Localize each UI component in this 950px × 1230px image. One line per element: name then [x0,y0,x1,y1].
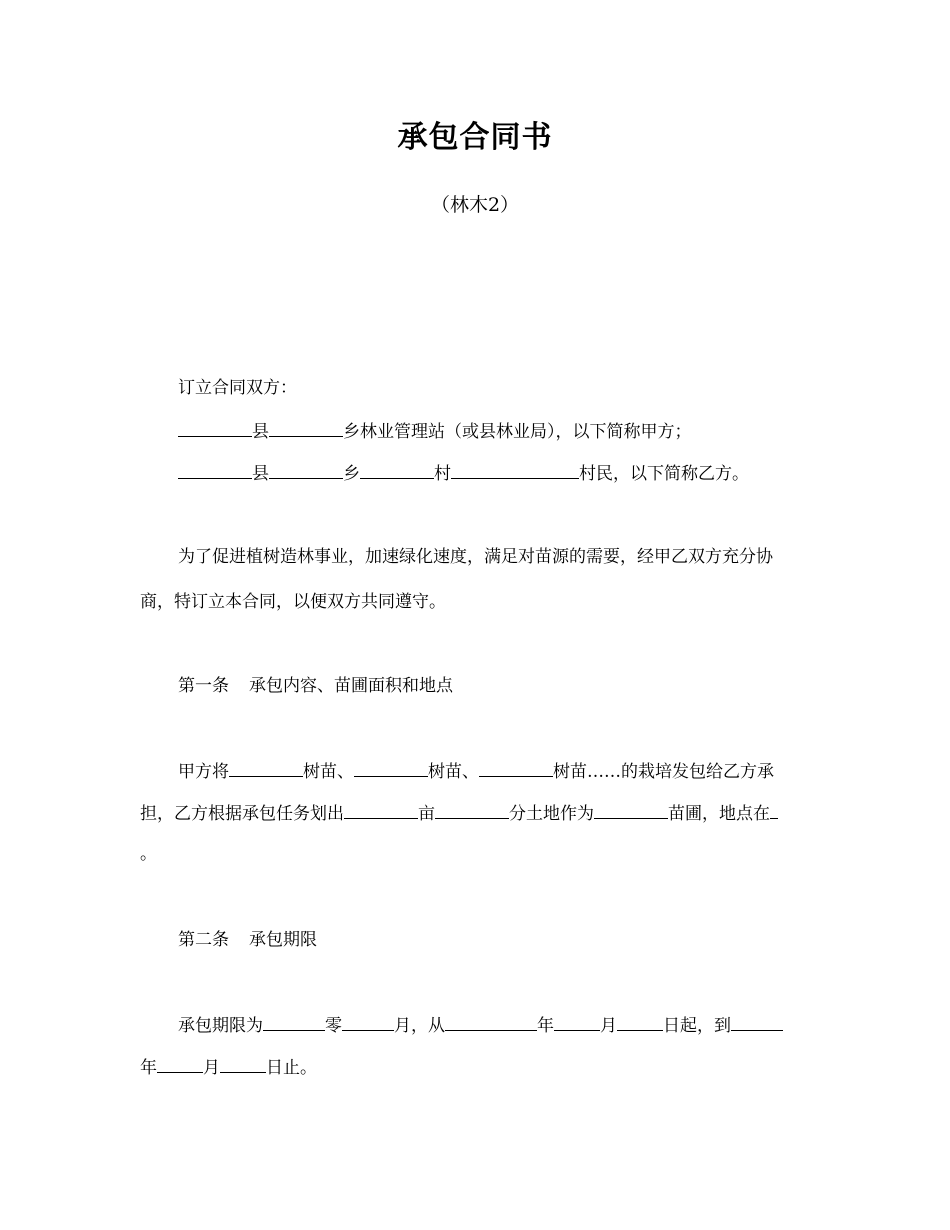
party-b-line [140,460,850,486]
blank-field [342,1012,394,1031]
article-2-text-1: 承包期限为 [178,1016,263,1036]
preamble-line-2: 商，特订立本合同，以便双方共同遵守。 [140,592,446,612]
article-1-heading [140,674,850,698]
blank-field [178,418,252,437]
article-2-text-8: 月 [203,1058,220,1078]
article-2-text-9: 日止。 [266,1058,317,1078]
article-1-title: 承包内容、苗圃面积和地点 [249,676,453,696]
blank-field [269,460,343,479]
article-2-text-2: 零 [325,1016,342,1036]
article-2-heading [140,928,850,952]
party-b-text-1: 县 [252,464,269,484]
article-2-text-5: 月 [600,1016,617,1036]
party-a-text-1: 县 [252,422,269,442]
blank-field [479,758,553,777]
blank-field [178,460,252,479]
party-b-text-3: 村 [434,464,451,484]
article-2-title: 承包期限 [249,930,317,950]
party-b-text-4: 村民，以下简称乙方。 [579,464,749,484]
article-1-line-3: 。 [140,844,157,864]
article-2-text-4: 年 [537,1016,554,1036]
blank-field [451,460,579,479]
article-2-number: 第二条 [178,930,229,950]
document-subtitle: （林木2） [430,194,520,216]
article-1-text-5: 担，乙方根据承包任务划出 [140,804,344,824]
blank-field [554,1012,600,1031]
blank-field [770,800,778,819]
article-1-text-8: 苗圃，地点在 [668,804,770,824]
blank-field [344,800,418,819]
blank-field [229,758,303,777]
article-1-text-1: 甲方将 [178,762,229,782]
article-2-text-7: 年 [140,1058,157,1078]
blank-field [354,758,428,777]
document-title: 承包合同书 [397,120,553,155]
blank-field [360,460,434,479]
parties-intro: 订立合同双方： [178,378,297,398]
party-a-text-2: 乡林业管理站（或县林业局），以下简称甲方； [343,422,692,442]
preamble-line-1: 为了促进植树造林事业，加速绿化速度，满足对苗源的需要，经甲乙双方充分协 [178,547,773,567]
article-2-text-3: 月，从 [394,1016,445,1036]
article-1-text-3: 树苗、 [428,762,479,782]
blank-field [594,800,668,819]
article-2-text-6: 日起，到 [663,1016,731,1036]
blank-field [445,1012,537,1031]
article-1-text-4: 树苗……的栽培发包给乙方承 [553,762,774,782]
article-1-line-1 [140,758,850,784]
blank-field [269,418,343,437]
article-2-line-1 [140,1012,850,1038]
article-1-text-2: 树苗、 [303,762,354,782]
article-1-text-6: 亩 [418,804,435,824]
article-1-text-7: 分土地作为 [509,804,594,824]
blank-field [435,800,509,819]
blank-field [731,1012,783,1031]
article-2-line-2 [140,1054,812,1080]
party-b-text-2: 乡 [343,464,360,484]
blank-field [617,1012,663,1031]
blank-field [157,1054,203,1073]
article-1-number: 第一条 [178,676,229,696]
article-1-line-2 [140,800,812,826]
blank-field [263,1012,325,1031]
blank-field [220,1054,266,1073]
party-a-line [140,418,850,444]
